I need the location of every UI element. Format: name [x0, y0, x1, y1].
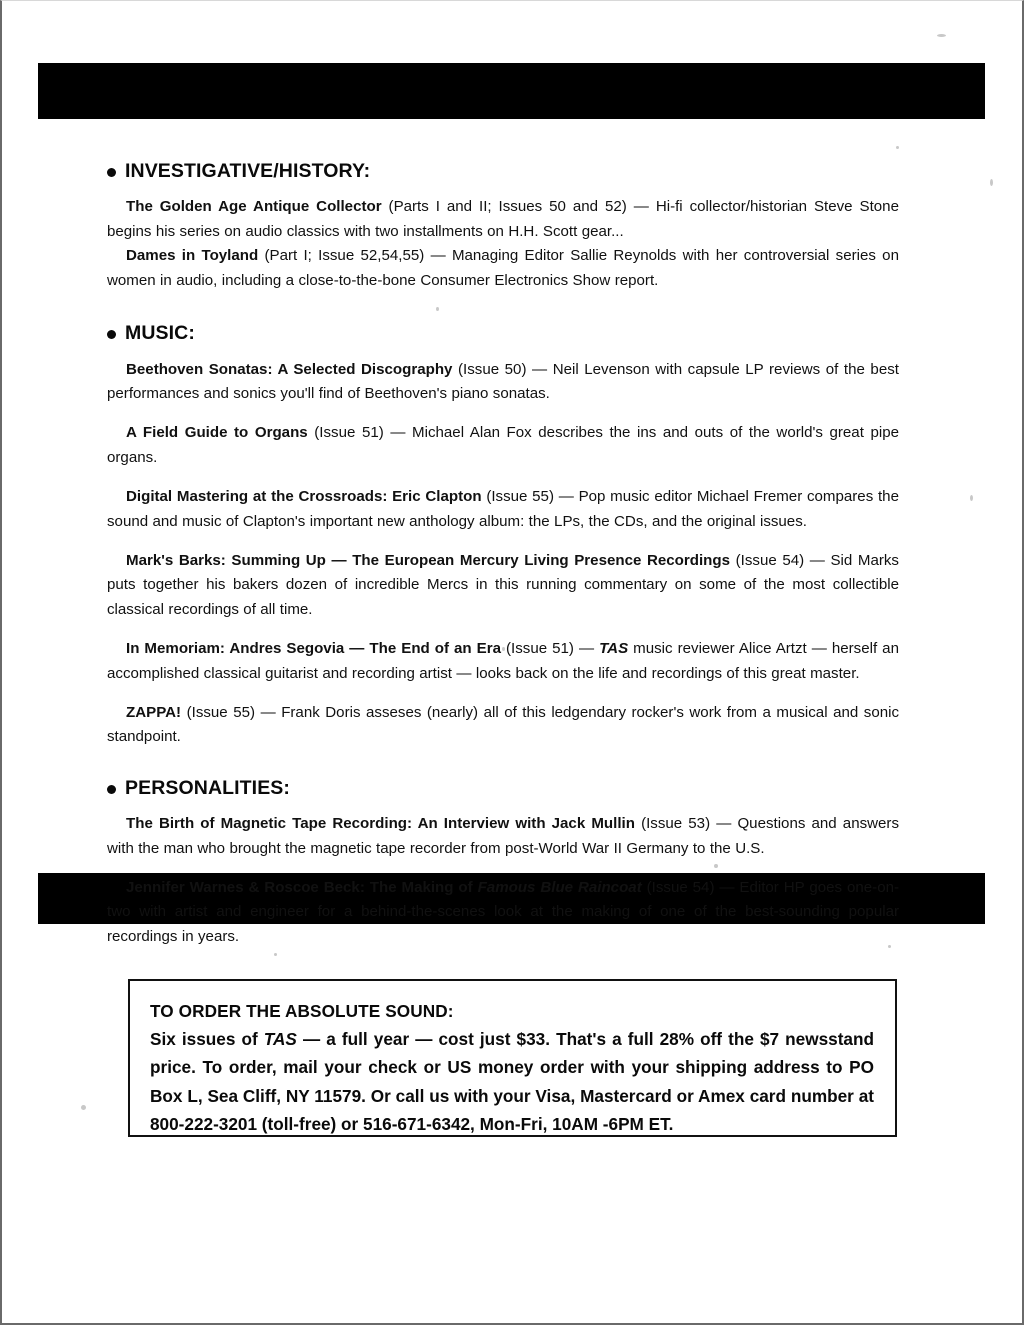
scan-speck: [990, 179, 993, 186]
entry-dames-in-toyland: [107, 244, 899, 293]
section-personalities: [107, 778, 899, 949]
section-music: [107, 323, 899, 750]
entry-description: Neil Levenson with capsule LP reviews of the best performances and sonics you'll find of Beethoven's piano sonatas.: [107, 360, 899, 402]
bullet-dot-icon: [107, 330, 116, 339]
order-box-title: TO ORDER THE ABSOLUTE SOUND:: [150, 1001, 454, 1021]
entry-description: Editor HP goes one-on-two with artist and engineer for a behind-the-scenes look at the making of one of the best-sounding popular recordings in years.: [107, 879, 900, 945]
entry-title: Digital Mastering at the Crossroads: Eric Clapton: [126, 488, 482, 506]
entry-description-italic-lead: TAS: [599, 640, 629, 658]
em-dash: —: [260, 703, 276, 721]
entry-title: The Golden Age Antique Collector: [126, 198, 382, 216]
entry-beethoven-sonatas: [107, 358, 899, 407]
entry-title: The Birth of Magnetic Tape Recording: An Interview with Jack Mullin: [126, 815, 635, 833]
article-body: [107, 161, 899, 964]
entry-description: Managing Editor Sallie Reynolds with her controversial series on women in audio, including a close-to-the-bone Consumer Electronics Show report.: [107, 247, 899, 289]
bullet-dot-icon: [107, 785, 116, 794]
em-dash: —: [633, 198, 649, 216]
entry-title: A Field Guide to Organs: [126, 424, 308, 442]
em-dash: —: [430, 247, 446, 265]
entry-description: Frank Doris asseses (nearly) all of this ledgendary rocker's work from a musical and sonic standpoint.: [107, 703, 900, 746]
scan-speck: [81, 1105, 86, 1110]
entry-description: Hi-fi collector/historian Steve Stone begins his series on audio classics with two installments on H.H. Scott gear...: [107, 198, 899, 240]
entry-golden-age-antique-collector: [107, 195, 899, 244]
section-heading-label: PERSONALITIES:: [125, 776, 290, 799]
entry-issue: (Issue 51): [506, 640, 574, 658]
section-heading-label: MUSIC:: [125, 322, 195, 345]
section-heading-label: INVESTIGATIVE/HISTORY:: [125, 160, 371, 182]
entry-issue: (Issue 55): [486, 488, 554, 506]
section-investigative-history: [107, 161, 899, 293]
order-body-part-1: Six issues of: [150, 1029, 258, 1050]
entry-jennifer-warnes-roscoe-beck: [107, 876, 899, 949]
entry-title-lead: Jennifer Warnes & Roscoe Beck: The Making of: [126, 879, 473, 897]
order-body-part-2: — a full year — cost just $33. That's a full 28% off the $7 newsstand price. To order, mail your check or US money order with your shipping address to PO Box L, Sea Cliff, NY 11579. Or call us with your Visa, Mastercard or Amex card number at 800-222-3201 (toll-free) or 516-671-6342, Mon-Fri, 10AM -6PM ET.: [150, 1029, 874, 1134]
entry-digital-mastering-eric-clapton: [107, 485, 899, 534]
order-info-box: [128, 979, 897, 1137]
order-body-italic-tas: TAS: [263, 1029, 297, 1050]
entry-issue: (Issue 54): [646, 879, 715, 897]
entry-title-italic: Famous Blue Raincoat: [477, 879, 642, 897]
section-heading-music: [107, 323, 899, 344]
em-dash: —: [809, 551, 825, 569]
order-box-body: [150, 1025, 874, 1138]
entry-description: Sid Marks puts together his bakers dozen of incredible Mercs in this running commentary on some of the most collectible classical recordings of all time.: [107, 551, 899, 618]
redacted-masthead-bar: [38, 63, 985, 119]
entry-jack-mullin-interview: [107, 812, 899, 861]
entry-description: Pop music editor Michael Fremer compares the sound and music of Clapton's important new anthology album: the LPs, the CDs, and the original issues.: [107, 488, 899, 530]
entry-marks-barks-mercury: [107, 549, 899, 622]
em-dash: —: [719, 879, 735, 897]
entry-zappa: [107, 701, 899, 750]
entry-title: Mark's Barks: Summing Up — The European Mercury Living Presence Recordings: [126, 551, 731, 569]
entry-issue: (Issue 54): [735, 551, 805, 569]
em-dash: —: [578, 640, 595, 658]
entry-description: music reviewer Alice Artzt — herself an accomplished classical guitarist and recording artist — looks back on the life and recordings of this great master.: [107, 640, 899, 682]
scan-speck: [937, 34, 946, 37]
em-dash: —: [532, 360, 548, 378]
scan-speck: [896, 146, 899, 149]
entry-title: Beethoven Sonatas: A Selected Discography: [126, 360, 453, 378]
entry-title: In Memoriam: Andres Segovia — The End of an Era: [126, 640, 501, 658]
entry-field-guide-to-organs: [107, 421, 899, 470]
entry-issue: (Issue 55): [186, 703, 256, 721]
entry-in-memoriam-segovia: [107, 637, 899, 686]
entry-issue: (Parts I and II; Issues 50 and 52): [388, 198, 627, 216]
entry-issue: (Part I; Issue 52,54,55): [264, 247, 425, 265]
entry-description: Questions and answers with the man who brought the magnetic tape recorder from post-World War II Germany to the U.S.: [107, 815, 900, 857]
scan-speck: [970, 495, 973, 501]
section-heading-investigative-history: [107, 161, 899, 182]
entry-issue: (Issue 53): [641, 815, 711, 833]
bullet-dot-icon: [107, 168, 116, 177]
entry-title: ZAPPA!: [126, 703, 182, 721]
em-dash: —: [716, 815, 732, 833]
entry-description: Michael Alan Fox describes the ins and outs of the world's great pipe organs.: [107, 424, 899, 466]
section-heading-personalities: [107, 778, 899, 799]
order-info-text: [130, 981, 895, 1148]
em-dash: —: [390, 424, 406, 442]
entry-issue: (Issue 51): [314, 424, 384, 442]
entry-issue: (Issue 50): [458, 360, 527, 378]
entry-title: Dames in Toyland: [126, 247, 259, 265]
em-dash: —: [558, 488, 574, 506]
